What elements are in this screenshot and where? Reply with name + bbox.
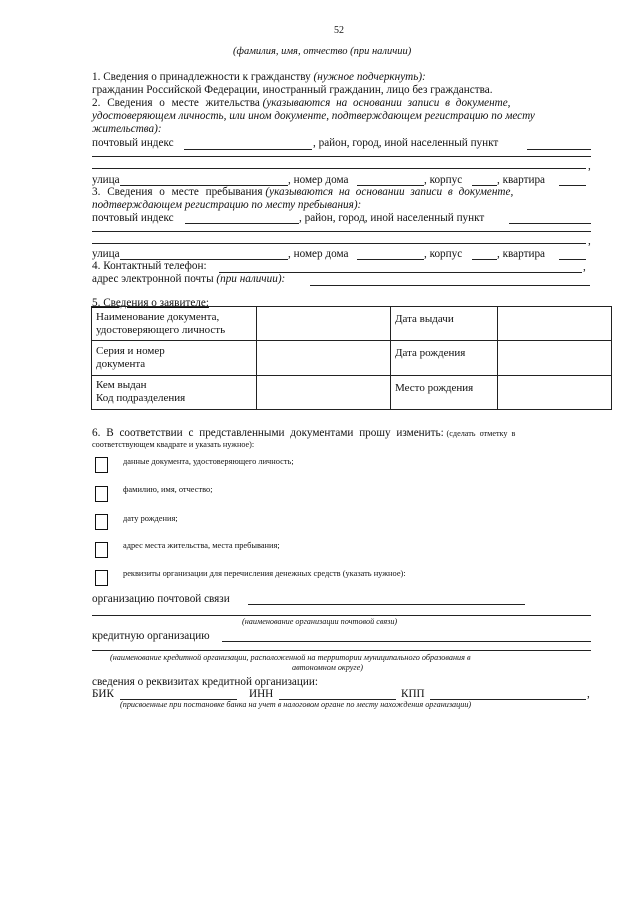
stay-district-label: , район, город, иной населенный пункт bbox=[299, 212, 485, 224]
doc-name-label-2: удостоверяющего личность bbox=[96, 323, 226, 336]
email-label bbox=[92, 273, 285, 286]
checkbox-birthdate-label: дату рождения; bbox=[123, 514, 178, 523]
table-row bbox=[92, 341, 612, 375]
residence-district-label: , район, город, иной населенный пункт bbox=[313, 137, 499, 149]
residence-district-field[interactable] bbox=[527, 149, 591, 150]
stay-note-line2: подтверждающем регистрацию по месту пребывания): bbox=[92, 199, 362, 211]
stay-korpus-label: , корпус bbox=[424, 248, 463, 260]
checkbox-document-label: данные документа, удостоверяющего личность; bbox=[123, 457, 294, 466]
citizenship-text: 1. Сведения о принадлежности к гражданству bbox=[92, 71, 311, 83]
stay-district-field[interactable] bbox=[509, 223, 591, 224]
stay-title: 3. Сведения о месте пребывания bbox=[92, 186, 263, 198]
doc-name-label-1: Наименование документа, bbox=[96, 310, 220, 323]
kpp-label: КПП bbox=[401, 688, 425, 700]
issue-date-cell[interactable] bbox=[498, 307, 612, 341]
residence-postal-field[interactable] bbox=[184, 149, 312, 150]
credit-caption-2: автономном округе) bbox=[292, 663, 363, 672]
checkbox-fio-label: фамилию, имя, отчество; bbox=[123, 485, 213, 494]
stay-heading bbox=[92, 186, 513, 199]
birth-place-cell[interactable] bbox=[498, 375, 612, 409]
change-note-line2: соответствующем квадрате и указать нужное): bbox=[92, 440, 255, 449]
issued-by-label-2: Код подразделения bbox=[96, 392, 186, 405]
residence-house-label: , номер дома bbox=[288, 174, 349, 186]
post-org-label: организацию почтовой связи bbox=[92, 593, 230, 605]
post-org-field[interactable] bbox=[248, 604, 525, 605]
phone-label: 4. Контактный телефон: bbox=[92, 260, 207, 272]
checkbox-address-label: адрес места жительства, места пребывания; bbox=[123, 541, 280, 550]
residence-kvartira-label: , квартира bbox=[497, 174, 546, 186]
stay-rule-comma: , bbox=[588, 235, 591, 247]
issued-by-label bbox=[92, 375, 257, 409]
doc-number-label-2: документа bbox=[96, 357, 146, 370]
stay-postal-label: почтовый индекс bbox=[92, 212, 174, 224]
birth-date-label: Дата рождения bbox=[391, 341, 498, 375]
applicant-title: 5. Сведения о заявителе: bbox=[92, 297, 209, 309]
checkbox-fio[interactable] bbox=[95, 486, 108, 502]
citizenship-label bbox=[92, 71, 426, 84]
change-note: (сделать отметку в bbox=[446, 429, 516, 438]
residence-note-line3: жительства): bbox=[92, 123, 162, 135]
bank-caption: (присвоенные при постановке банка на учет в налоговом органе по месту нахождения организации) bbox=[120, 700, 472, 709]
credit-caption-1: (наименование кредитной организации, расположенной на территории муниципального образования в bbox=[110, 653, 471, 662]
table-row bbox=[92, 375, 612, 409]
email-field[interactable] bbox=[310, 285, 590, 286]
issue-date-label: Дата выдачи bbox=[391, 307, 498, 341]
residence-rule-2[interactable] bbox=[92, 168, 586, 169]
checkbox-address[interactable] bbox=[95, 542, 108, 558]
page-number: 52 bbox=[334, 25, 344, 36]
residence-korpus-label: , корпус bbox=[424, 174, 463, 186]
email-text: адрес электронной почты bbox=[92, 273, 214, 285]
post-org-rule[interactable] bbox=[92, 615, 591, 616]
checkbox-document[interactable] bbox=[95, 457, 108, 473]
credit-org-label: кредитную организацию bbox=[92, 630, 210, 642]
checkbox-bank[interactable] bbox=[95, 570, 108, 586]
fio-caption: (фамилия, имя, отчество (при наличии) bbox=[233, 46, 412, 57]
change-heading bbox=[92, 427, 515, 440]
email-note: (при наличии): bbox=[216, 273, 286, 285]
stay-postal-field[interactable] bbox=[185, 223, 299, 224]
issued-by-cell[interactable] bbox=[257, 375, 391, 409]
birth-date-cell[interactable] bbox=[498, 341, 612, 375]
bank-details-label: сведения о реквизитах кредитной организации: bbox=[92, 676, 318, 688]
credit-org-field[interactable] bbox=[222, 641, 591, 642]
credit-org-rule[interactable] bbox=[92, 650, 591, 651]
applicant-table bbox=[91, 306, 612, 410]
citizenship-note: (нужное подчеркнуть): bbox=[313, 71, 426, 83]
doc-name-cell[interactable] bbox=[257, 307, 391, 341]
change-title: 6. В соответствии с представленными документами прошу изменить: bbox=[92, 427, 444, 439]
stay-street-label: улица bbox=[92, 248, 120, 260]
post-org-caption: (наименование организации почтовой связи) bbox=[242, 617, 398, 626]
residence-rule-1[interactable] bbox=[92, 156, 591, 157]
doc-number-label bbox=[92, 341, 257, 375]
birth-place-label: Место рождения bbox=[391, 375, 498, 409]
doc-number-cell[interactable] bbox=[257, 341, 391, 375]
doc-number-label-1: Серия и номер bbox=[96, 344, 165, 357]
stay-house-field[interactable] bbox=[357, 259, 424, 260]
residence-kvartira-field[interactable] bbox=[559, 185, 586, 186]
stay-rule-1[interactable] bbox=[92, 231, 591, 232]
stay-note: (указываются на основании записи в документе, bbox=[265, 186, 514, 198]
residence-title: 2. Сведения о месте жительства bbox=[92, 97, 260, 109]
residence-note-line2: удостоверяющем личность, или ином документе, подтверждающем регистрацию по месту bbox=[92, 110, 535, 122]
phone-comma: , bbox=[583, 261, 586, 273]
checkbox-bank-label: реквизиты организации для перечисления денежных средств (указать нужное): bbox=[123, 569, 406, 578]
residence-rule-comma: , bbox=[588, 160, 591, 172]
residence-note: (указываются на основании записи в документе, bbox=[262, 97, 511, 109]
kpp-comma: , bbox=[587, 688, 590, 700]
inn-label: ИНН bbox=[249, 688, 274, 700]
stay-kvartira-label: , квартира bbox=[497, 248, 546, 260]
residence-heading bbox=[92, 97, 510, 110]
stay-rule-2[interactable] bbox=[92, 243, 586, 244]
residence-street-label: улица bbox=[92, 174, 120, 186]
bik-label: БИК bbox=[92, 688, 114, 700]
checkbox-birthdate[interactable] bbox=[95, 514, 108, 530]
table-row bbox=[92, 307, 612, 341]
doc-name-label bbox=[92, 307, 257, 341]
stay-house-label: , номер дома bbox=[288, 248, 349, 260]
stay-kvartira-field[interactable] bbox=[559, 259, 586, 260]
stay-korpus-field[interactable] bbox=[472, 259, 497, 260]
issued-by-label-1: Кем выдан bbox=[96, 379, 147, 392]
residence-postal-label: почтовый индекс bbox=[92, 137, 174, 149]
citizenship-options: гражданин Российской Федерации, иностранный гражданин, лицо без гражданства. bbox=[92, 84, 493, 96]
